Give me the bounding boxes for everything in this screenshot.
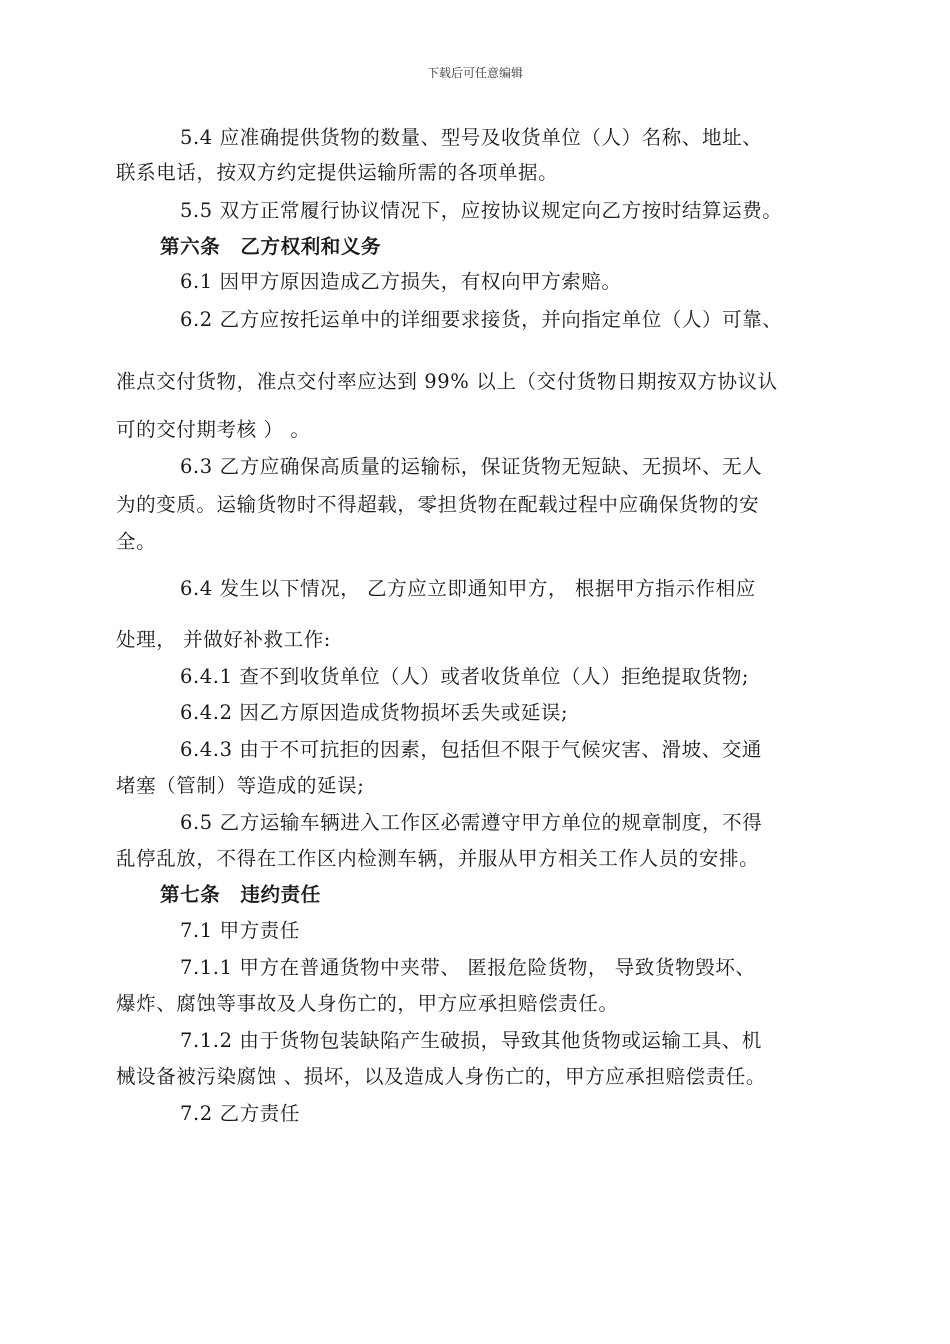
- paragraph-line: 7.2 乙方责任: [180, 1102, 301, 1125]
- paragraph-line: 可的交付期考核 ） 。: [116, 418, 311, 441]
- page-header: 下载后可任意编辑: [426, 66, 523, 80]
- paragraph-line: 全。: [116, 530, 157, 553]
- paragraph-line: 乱停乱放，不得在工作区内检测车辆，并服从甲方相关工作人员的安排。: [116, 847, 760, 870]
- section-heading: 第七条 违约责任: [160, 883, 321, 906]
- paragraph-line: 准点交付货物，准点交付率应达到 99% 以上（交付货物日期按双方协议认: [116, 370, 778, 393]
- paragraph-line: 6.1 因甲方原因造成乙方损失，有权向甲方索赔。: [180, 270, 622, 293]
- paragraph-line: 堵塞（管制）等造成的延误;: [116, 774, 365, 797]
- paragraph-line: 7.1.1 甲方在普通货物中夹带、 匿报危险货物， 导致货物毁坏、: [180, 956, 756, 979]
- paragraph-line: 为的变质。运输货物时不得超载，零担货物在配载过程中应确保货物的安: [116, 493, 760, 516]
- paragraph-line: 6.5 乙方运输车辆进入工作区必需遵守甲方单位的规章制度，不得: [180, 811, 763, 834]
- paragraph-line: 7.1 甲方责任: [180, 919, 301, 942]
- paragraph-line: 6.4 发生以下情况， 乙方应立即通知甲方， 根据甲方指示作相应: [180, 577, 756, 600]
- paragraph-line: 6.4.3 由于不可抗拒的因素，包括但不限于气候灾害、滑坡、交通: [180, 738, 763, 761]
- paragraph-line: 5.5 双方正常履行协议情况下，应按协议规定向乙方按时结算运费。: [180, 199, 783, 222]
- paragraph-line: 6.2 乙方应按托运单中的详细要求接货，并向指定单位（人）可靠、: [180, 308, 783, 331]
- paragraph-line: 6.3 乙方应确保高质量的运输标，保证货物无短缺、无损坏、无人: [180, 455, 763, 478]
- paragraph-line: 械设备被污染腐蚀 、损坏，以及造成人身伤亡的，甲方应承担赔偿责任。: [116, 1065, 766, 1088]
- paragraph-line: 7.1.2 由于货物包装缺陷产生破损，导致其他货物或运输工具、机: [180, 1029, 763, 1052]
- section-heading: 第六条 乙方权利和义务: [160, 235, 382, 258]
- paragraph-line: 6.4.2 因乙方原因造成货物损坏丢失或延误;: [180, 701, 569, 724]
- paragraph-line: 6.4.1 查不到收货单位（人）或者收货单位（人）拒绝提取货物;: [180, 665, 750, 688]
- paragraph-line: 5.4 应准确提供货物的数量、型号及收货单位（人）名称、地址、: [180, 126, 763, 149]
- paragraph-line: 爆炸、腐蚀等事故及人身伤亡的，甲方应承担赔偿责任。: [116, 992, 619, 1015]
- paragraph-line: 联系电话，按双方约定提供运输所需的各项单据。: [116, 161, 559, 184]
- paragraph-line: 处理， 并做好补救工作:: [116, 628, 331, 651]
